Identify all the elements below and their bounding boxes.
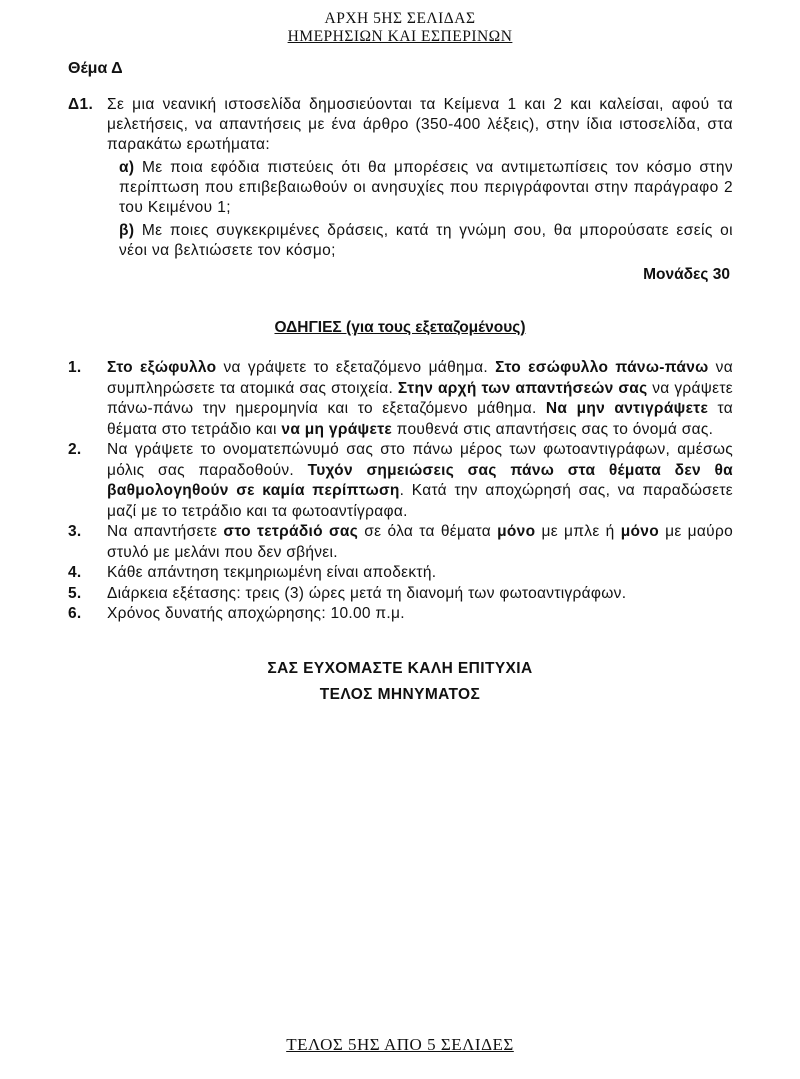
question-intro: Σε μια νεανική ιστοσελίδα δημοσιεύονται τα Κείμενα 1 και 2 και καλείσαι, αφού τα μελετήσεις, να απαντήσεις με ένα άρθρο (350-400 λέξεις), στην ίδια ιστοσελίδα, στα παρακάτω ερωτήματα: <box>107 96 733 153</box>
instruction-emphasis: Στο εσώφυλλο πάνω-πάνω <box>495 359 709 376</box>
instruction-emphasis: μόνο <box>620 523 659 540</box>
instruction-emphasis: μόνο <box>497 523 536 540</box>
instruction-item <box>68 522 733 563</box>
instruction-text: με μπλε ή <box>535 523 621 540</box>
page-header-line-2: ΗΜΕΡΗΣΙΩΝ ΚΑΙ ΕΣΠΕΡΙΝΩΝ <box>287 28 513 45</box>
instruction-emphasis: στο τετράδιό σας <box>223 523 359 540</box>
instruction-text: Κάθε απάντηση τεκμηριωμένη είναι αποδεκτή. <box>107 564 437 581</box>
instruction-number: 5. <box>68 584 82 602</box>
instruction-text: Να γράψετε το ονοματεπώνυμό σας στο πάνω μέρος των φωτοαντιγράφων, αμέσως μόλις σας παραδοθούν. <box>107 441 733 479</box>
instruction-text: Να απαντήσετε <box>107 523 224 540</box>
question-label: Δ1. <box>68 96 94 113</box>
question-d1 <box>68 95 733 261</box>
instruction-emphasis: Τυχόν σημειώσεις σας πάνω στα θέματα δεν θα βαθμολογηθούν σε καμία περίπτωση <box>107 461 733 499</box>
instruction-item <box>68 584 733 605</box>
sub-question-a-label: α) <box>119 159 135 176</box>
instructions-title: ΟΔΗΓΙΕΣ (για τους εξεταζομένους) <box>274 319 526 336</box>
instruction-text: Διάρκεια εξέτασης: τρεις (3) ώρες μετά τη διανομή των φωτοαντιγράφων. <box>107 584 627 602</box>
instruction-text: . Κατά την αποχώρησή σας, να παραδώσετε μαζί με το τετράδιο και τα φωτοαντίγραφα. <box>107 482 733 520</box>
page-header-line-1: ΑΡΧΗ 5ΗΣ ΣΕΛΙΔΑΣ <box>324 10 476 27</box>
instruction-text: πουθενά στις απαντήσεις σας το όνομά σας. <box>392 420 714 438</box>
instruction-emphasis: να μη γράψετε <box>281 420 393 438</box>
page-footer: ΤΕΛΟΣ 5ΗΣ ΑΠΟ 5 ΣΕΛΙΔΕΣ <box>286 1035 514 1054</box>
page-header <box>0 10 800 46</box>
question-body <box>107 95 733 261</box>
instruction-emphasis: Στο εξώφυλλο <box>107 359 217 376</box>
instruction-text: να γράψετε το εξεταζόμενο μάθημα. <box>216 359 496 376</box>
instruction-text: να συμπληρώσετε τα ατομικά σας στοιχεία. <box>107 359 733 397</box>
sub-question-b-label: β) <box>119 222 135 239</box>
sub-question-a <box>119 158 733 218</box>
instruction-item <box>68 563 733 584</box>
instruction-number: 4. <box>68 564 82 581</box>
closing-block <box>0 656 800 708</box>
instruction-number: 1. <box>68 359 82 376</box>
section-title: Θέμα Δ <box>68 60 123 77</box>
sub-question-b-text: Με ποιες συγκεκριμένες δράσεις, κατά τη γνώμη σου, θα μπορούσατε εσείς οι νέοι να βελτιώσετε τον κόσμο; <box>119 222 733 259</box>
instruction-text: σε όλα τα θέματα <box>358 523 498 540</box>
instruction-item <box>68 604 733 625</box>
sub-question-a-text: Με ποια εφόδια πιστεύεις ότι θα μπορέσεις να αντιμετωπίσεις τον κόσμο στην περίπτωση που επιβεβαιωθούν οι ανησυχίες που περιγράφονται στην παράγραφο 2 του Κειμένου 1; <box>119 159 733 216</box>
instruction-text: τα θέματα στο τετράδιο και <box>107 400 733 438</box>
instruction-emphasis: Στην αρχή των απαντήσεών σας <box>397 379 648 397</box>
closing-end-message: ΤΕΛΟΣ ΜΗΝΥΜΑΤΟΣ <box>319 686 481 703</box>
instruction-number: 3. <box>68 523 82 540</box>
instruction-item <box>68 358 733 440</box>
instructions-list <box>68 358 733 625</box>
instruction-number: 6. <box>68 605 82 622</box>
instruction-number: 2. <box>68 441 82 458</box>
closing-wish: ΣΑΣ ΕΥΧΟΜΑΣΤΕ ΚΑΛΗ ΕΠΙΤΥΧΙΑ <box>267 660 533 677</box>
instruction-item <box>68 440 733 522</box>
instruction-text: με μαύρο στυλό με μελάνι που δεν σβήνει. <box>107 523 733 561</box>
sub-question-b <box>119 221 733 261</box>
instruction-emphasis: Να μην αντιγράψετε <box>545 400 709 417</box>
instruction-text: να γράψετε πάνω-πάνω την ημερομηνία και το εξεταζόμενο μάθημα. <box>107 379 733 417</box>
points-label: Μονάδες 30 <box>643 266 730 283</box>
instruction-text: Χρόνος δυνατής αποχώρησης: 10.00 π.μ. <box>107 605 405 622</box>
